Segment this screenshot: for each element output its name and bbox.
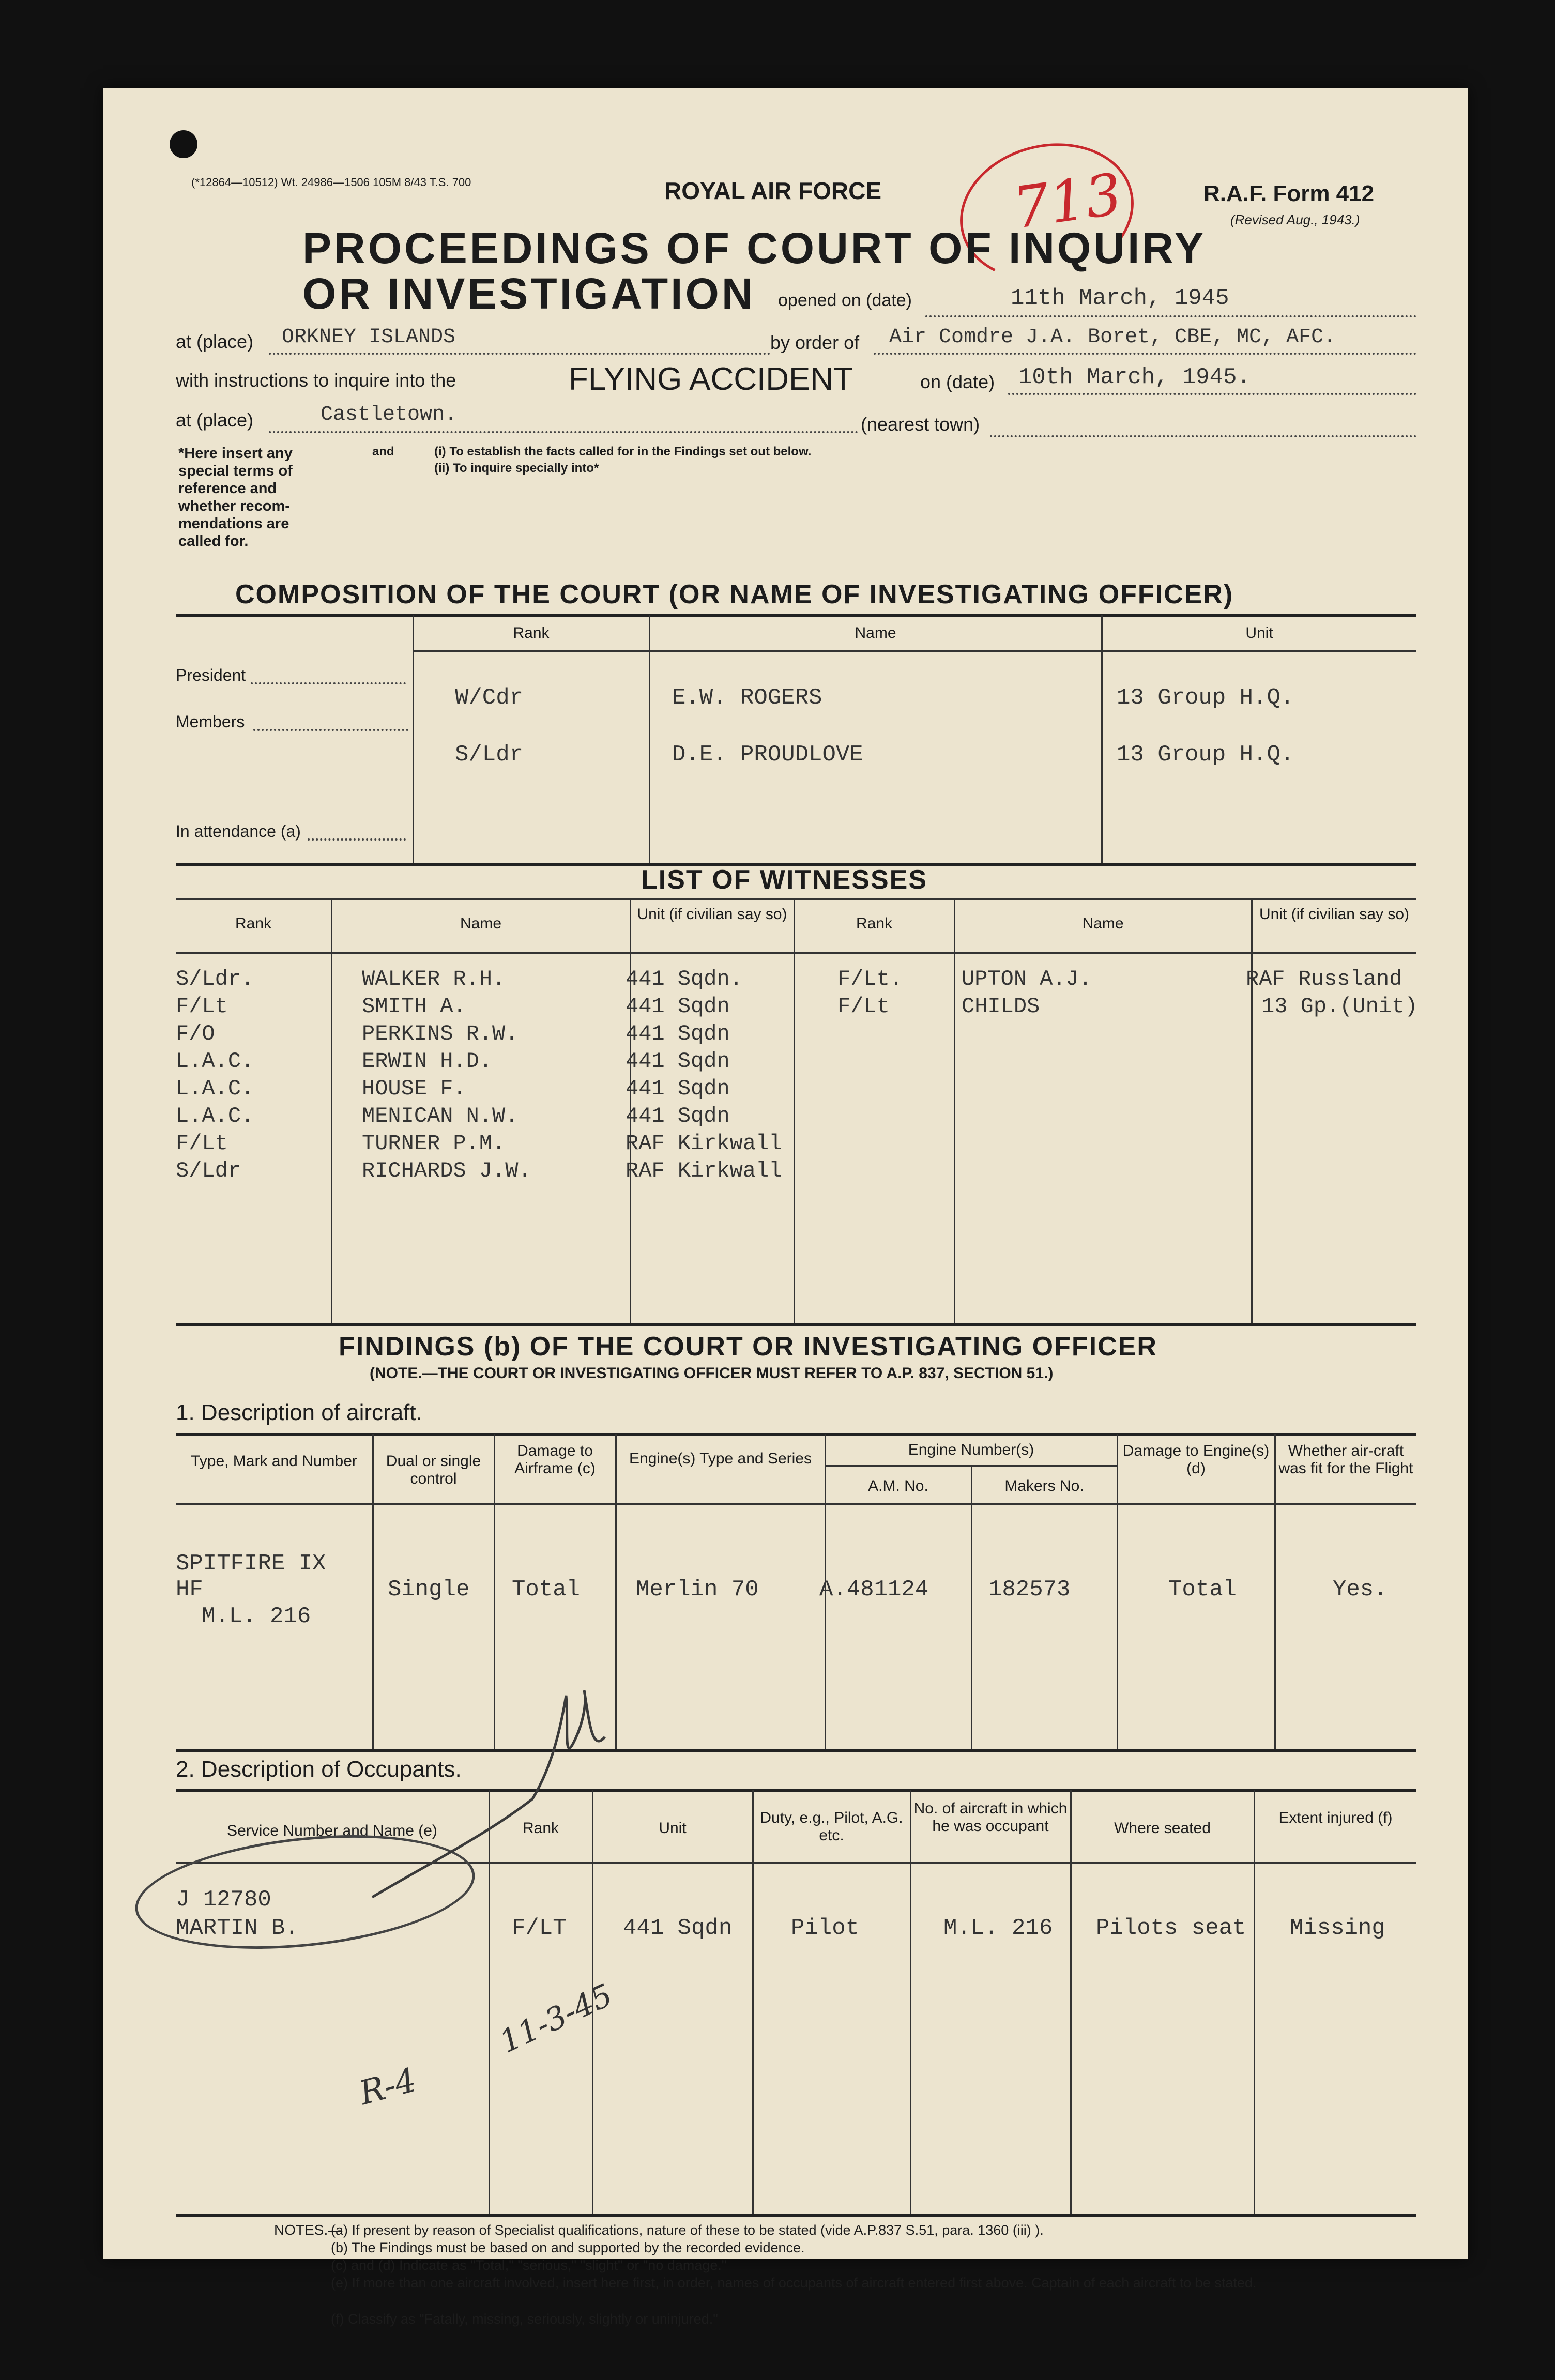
- members-label: Members: [176, 712, 245, 731]
- member-name: D.E. PROUDLOVE: [672, 742, 863, 768]
- witness-rank: S/Ldr.: [176, 967, 254, 991]
- occupant-rank: F/LT: [512, 1915, 567, 1941]
- president-name: E.W. ROGERS: [672, 685, 822, 711]
- form-revised: (Revised Aug., 1943.): [1230, 212, 1360, 227]
- special-terms-note: *Here insert any special terms of reference and whether recom-mendations are called for.: [178, 445, 293, 550]
- witness-unit: 441 Sqdn: [626, 1104, 730, 1128]
- aircraft-engine: Merlin 70: [636, 1577, 759, 1603]
- witness-rank: F/Lt: [176, 994, 228, 1019]
- handwritten-date: 11-3-45: [494, 1977, 618, 2061]
- witness-name: TURNER P.M.: [362, 1131, 506, 1156]
- inquiry-subject: FLYING ACCIDENT: [569, 361, 853, 397]
- aircraft-dual: Single: [388, 1577, 470, 1603]
- col-rank: Rank: [513, 624, 550, 642]
- note-item: (a) If present by reason of Specialist qualifications, nature of these to be stated (vide A.P.837 S.51, para. 1360 (iii) ).: [331, 2222, 1044, 2238]
- instruction-ii: (ii) To inquire specially into*: [434, 461, 599, 475]
- col-damage-airframe: Damage to Airframe (c): [514, 1442, 596, 1477]
- and-label: and: [372, 445, 394, 459]
- witness-rank: F/Lt: [837, 994, 890, 1019]
- findings-heading: FINDINGS (b) OF THE COURT OR INVESTIGATING OFFICER: [339, 1332, 1157, 1362]
- opened-label: opened on (date): [778, 291, 912, 310]
- service-name: ROYAL AIR FORCE: [664, 177, 882, 204]
- attendance-label: In attendance (a): [176, 822, 301, 841]
- order-value: Air Comdre J.A. Boret, CBE, MC, AFC.: [889, 326, 1336, 349]
- president-unit: 13 Group H.Q.: [1117, 685, 1294, 711]
- witness-unit: 441 Sqdn: [626, 1049, 730, 1074]
- witness-unit: 441 Sqdn: [626, 994, 730, 1019]
- occupant-injured: Missing: [1290, 1915, 1385, 1941]
- col-makers-no: Makers No.: [1004, 1477, 1084, 1494]
- witness-name: PERKINS R.W.: [362, 1021, 519, 1046]
- col-occupant-unit: Unit: [659, 1820, 687, 1837]
- aircraft-serial: M.L. 216: [202, 1604, 311, 1629]
- col-extent-injured: Extent injured (f): [1278, 1809, 1393, 1826]
- accident-date: 10th March, 1945.: [1018, 364, 1251, 390]
- occupant-duty: Pilot: [791, 1915, 860, 1941]
- place2-value: Castletown.: [321, 403, 458, 426]
- aircraft-fit: Yes.: [1333, 1577, 1388, 1603]
- col-aircraft-no: No. of aircraft in which he was occupant: [913, 1800, 1068, 1835]
- note-item: (e) If more than one aircraft involved, insert here first, in order, names of occupants of aircraft entered first above. Captain of each aircraft to be stated.: [331, 2275, 1257, 2291]
- witness-unit: 441 Sqdn.: [626, 967, 743, 991]
- witness-rank: S/Ldr: [176, 1158, 241, 1183]
- witness-name: MENICAN N.W.: [362, 1104, 519, 1128]
- occupant-service-number: J 12780: [176, 1887, 271, 1913]
- occupant-unit: 441 Sqdn: [623, 1915, 733, 1941]
- witness-col-name: Name: [460, 915, 502, 932]
- col-where-seated: Where seated: [1114, 1820, 1211, 1837]
- col-unit: Unit: [1245, 624, 1273, 642]
- place-value: ORKNEY ISLANDS: [282, 326, 456, 349]
- witness-col-unit: Unit (if civilian say so): [637, 906, 787, 923]
- aircraft-type-line1: SPITFIRE IX: [176, 1551, 326, 1577]
- col-aircraft-type: Type, Mark and Number: [191, 1453, 357, 1470]
- col-dual-control: Dual or single control: [386, 1453, 481, 1487]
- col-occupant-rank: Rank: [522, 1820, 559, 1837]
- instruction-i: (i) To establish the facts called for in the Findings set out below.: [434, 445, 812, 459]
- witness-rank: F/O: [176, 1021, 215, 1046]
- witness-rank: F/Lt: [176, 1131, 228, 1156]
- president-label: President: [176, 666, 246, 684]
- note-item: (c) and (d) Indicate as "Total," "serious," "slight" or "no damage.": [331, 2257, 727, 2273]
- occupants-heading: 2. Description of Occupants.: [176, 1757, 462, 1782]
- witness-rank: L.A.C.: [176, 1076, 254, 1101]
- findings-note: (NOTE.—THE COURT OR INVESTIGATING OFFICER MUST REFER TO A.P. 837, SECTION 51.): [370, 1365, 1054, 1382]
- aircraft-makers-no: 182573: [988, 1577, 1071, 1603]
- witness-name: ERWIN H.D.: [362, 1049, 493, 1074]
- witness-rank: L.A.C.: [176, 1104, 254, 1128]
- witness-rank: L.A.C.: [176, 1049, 254, 1074]
- notes-label: NOTES.—: [274, 2222, 343, 2238]
- witnesses-heading: LIST OF WITNESSES: [641, 865, 928, 895]
- col-duty: Duty, e.g., Pilot, A.G. etc.: [760, 1809, 903, 1844]
- form-number: R.A.F. Form 412: [1203, 181, 1375, 206]
- handwritten-ref-r4: R-4: [355, 2061, 421, 2113]
- place2-label: at (place): [176, 409, 254, 431]
- aircraft-damage-airframe: Total: [512, 1577, 581, 1603]
- order-label: by order of: [770, 332, 860, 353]
- handwritten-reference: 713: [1009, 161, 1126, 241]
- member-rank: S/Ldr: [455, 742, 524, 768]
- form-title-line2: OR INVESTIGATION: [302, 269, 756, 318]
- note-item: (b) The Findings must be based on and supported by the recorded evidence.: [331, 2240, 805, 2255]
- print-code: (*12864—10512) Wt. 24986—1506 105M 8/43 T.S. 700: [191, 176, 471, 189]
- on-date-label: on (date): [920, 371, 995, 392]
- witness-unit: RAF Russland: [1246, 967, 1402, 991]
- member-unit: 13 Group H.Q.: [1117, 742, 1294, 768]
- occupant-name: MARTIN B.: [176, 1915, 299, 1941]
- witness-name: HOUSE F.: [362, 1076, 466, 1101]
- aircraft-type-line2: HF: [176, 1577, 203, 1603]
- witness-unit: 13 Gp.(Unit): [1261, 994, 1418, 1019]
- col-service-number: Service Number and Name (e): [227, 1822, 437, 1839]
- punch-hole: [170, 130, 197, 158]
- aircraft-damage-engine: Total: [1168, 1577, 1237, 1603]
- note-item: (f) Classify as "Fatally, missing, seriously, slightly or uninjured.": [331, 2311, 718, 2327]
- witness-name: WALKER R.H.: [362, 967, 506, 991]
- witness-unit: RAF Kirkwall: [626, 1131, 782, 1156]
- witness-unit: 441 Sqdn: [626, 1076, 730, 1101]
- pencil-signature-scribble: [362, 1680, 631, 1913]
- nearest-town-label: (nearest town): [861, 414, 980, 435]
- witness-col-rank-2: Rank: [856, 915, 893, 932]
- place-label: at (place): [176, 331, 254, 352]
- opened-date: 11th March, 1945: [1011, 285, 1229, 311]
- form-title-line1: PROCEEDINGS OF COURT OF INQUIRY: [302, 224, 1206, 272]
- col-engines: Engine(s) Type and Series: [629, 1450, 812, 1467]
- instructions-label: with instructions to inquire into the: [176, 370, 456, 391]
- aircraft-am-no: A.481124: [819, 1577, 929, 1603]
- aircraft-heading: 1. Description of aircraft.: [176, 1400, 422, 1425]
- col-damage-engine: Damage to Engine(s) (d): [1122, 1442, 1270, 1477]
- witness-col-rank: Rank: [235, 915, 272, 932]
- occupant-seated: Pilots seat: [1096, 1915, 1246, 1941]
- witness-unit: RAF Kirkwall: [626, 1158, 782, 1183]
- witness-name: CHILDS: [962, 994, 1040, 1019]
- witness-rank: F/Lt.: [837, 967, 903, 991]
- composition-heading: COMPOSITION OF THE COURT (OR NAME OF INVESTIGATING OFFICER): [235, 579, 1234, 609]
- witness-col-unit-2: Unit (if civilian say so): [1259, 906, 1410, 923]
- col-am-no: A.M. No.: [868, 1477, 928, 1494]
- col-engine-numbers: Engine Number(s): [908, 1441, 1034, 1458]
- witness-name: SMITH A.: [362, 994, 466, 1019]
- form-sheet: [103, 88, 1468, 2327]
- witness-name: RICHARDS J.W.: [362, 1158, 531, 1183]
- witness-name: UPTON A.J.: [962, 967, 1092, 991]
- president-rank: W/Cdr: [455, 685, 524, 711]
- witness-col-name-2: Name: [1082, 915, 1124, 932]
- occupant-aircraft-no: M.L. 216: [943, 1915, 1053, 1941]
- witness-unit: 441 Sqdn: [626, 1021, 730, 1046]
- col-fit-for-flight: Whether air-craft was fit for the Flight: [1278, 1442, 1413, 1477]
- col-name: Name: [855, 624, 896, 642]
